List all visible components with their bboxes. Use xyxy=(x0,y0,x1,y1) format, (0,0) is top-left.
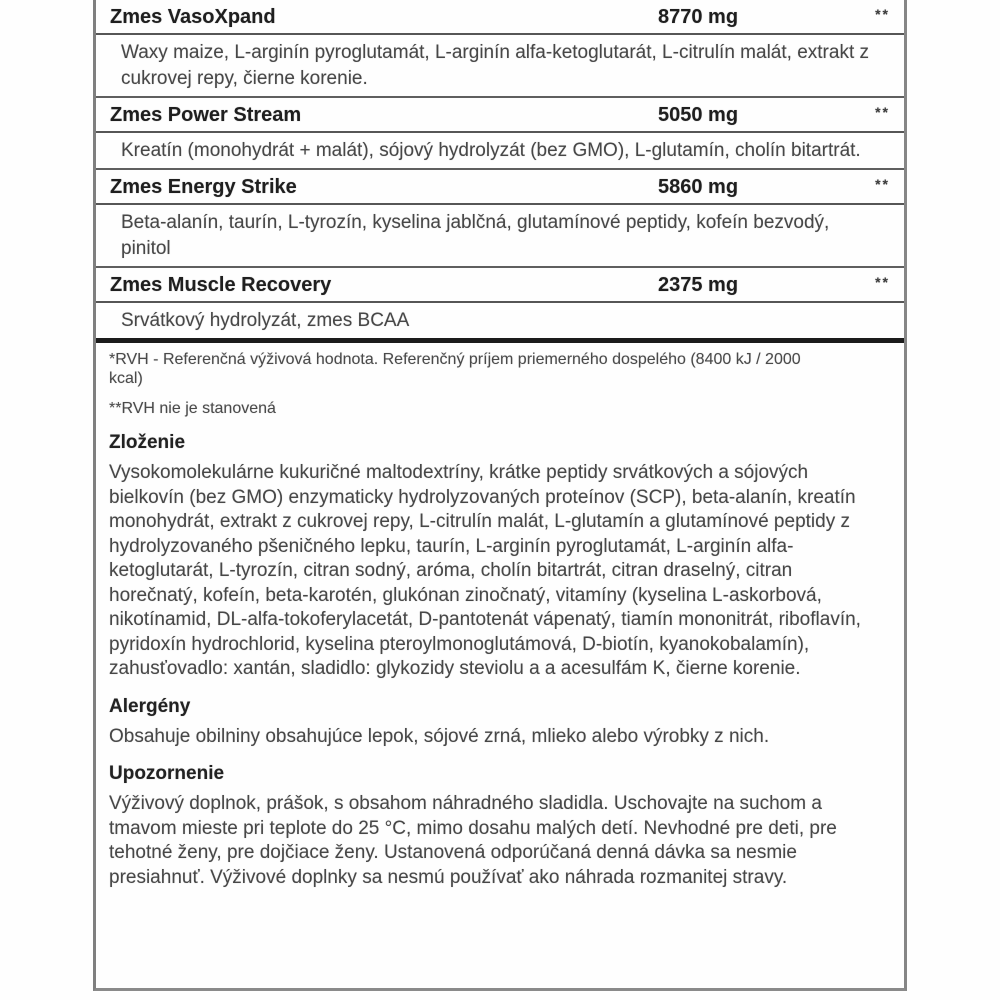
blend-name: Zmes Energy Strike xyxy=(110,176,297,198)
footnote-rvh-definition: *RVH - Referenčná výživová hodnota. Referenčný príjem priemerného dospelého (8400 kJ / 2000 kcal) xyxy=(109,351,801,387)
blend-ingredients-power-stream: Kreatín (monohydrát + malát), sójový hydrolyzát (bez GMO), L-glutamín, cholín bitartrát. xyxy=(96,133,904,170)
blend-ingredients-muscle-recovery: Srvátkový hydrolyzát, zmes BCAA xyxy=(121,310,410,331)
blend-name: Zmes Power Stream xyxy=(110,104,302,126)
blend-ingredients-energy-strike: Beta-alanín, taurín, L-tyrozín, kyselina jablčná, glutamínové peptidy, kofeín bezvodý, pinitol xyxy=(96,205,904,268)
section-body-allergens: Obsahuje obilniny obsahujúce lepok, sójové zrná, mlieko alebo výrobky z nich. xyxy=(109,725,770,747)
rvh-asterisks: ** xyxy=(875,274,890,290)
blend-row-muscle-recovery xyxy=(96,268,904,303)
rvh-asterisks: ** xyxy=(875,176,890,192)
section-heading-composition: Zloženie xyxy=(109,432,186,453)
footnote-rvh-not-established: **RVH nie je stanovená xyxy=(109,400,276,417)
blend-name: Zmes Muscle Recovery xyxy=(110,274,332,296)
section-body-warning: Výživový doplnok, prášok, s obsahom náhradného sladidla. Uschovajte na suchom a tmavom mieste pri teplote do 25 °C, mimo dosahu malých detí. Nevhodné pre deti, pre tehotné ženy, pre dojčiace ženy. Ustanovená odporúčaná denná dávka sa nesmie presiahnuť. Výživové doplnky sa nesmú používať ako náhrada rozmanitej stravy. xyxy=(109,793,837,888)
blend-row-vasoxpand xyxy=(96,0,904,35)
section-heading-allergens: Alergény xyxy=(109,695,191,717)
blend-amount: 5050 mg xyxy=(658,104,739,126)
blend-amount: 5860 mg xyxy=(658,176,739,198)
section-body-composition: Vysokomolekulárne kukuričné maltodextríny, krátke peptidy srvátkových a sójových bielkovín (bez GMO) enzymaticky hydrolyzovaných proteínov (SCP), beta-alanín, kreatín monohydrát, extrakt z cukrovej repy, L-citrulín malát, L-glutamín a glutamínové peptidy z hydrolyzovaného pšeničného lepku, taurín, L-arginín pyroglutamát, L-arginín alfa-ketoglutarát, L-tyrozín, citran sodný, aróma, cholín bitartrát, citran draselný, citran horečnatý, kofeín, beta-karotén, glukónan zinočnatý, vitamíny (kyselina L-askorbová, nikotínamid, DL-alfa-tokoferylacetát, D-pantotenát vápenatý, tiamín mononitrát, riboflavín, pyridoxín hydrochlorid, kyselina pteroylmonoglutámová, D-biotín, kyanokobalamín), zahusťovadlo: xantán, sladidlo: glykozidy steviolu a a acesulfám K, čierne korenie. xyxy=(109,462,861,679)
blend-amount: 8770 mg xyxy=(658,6,739,28)
blend-name: Zmes VasoXpand xyxy=(110,6,276,28)
rvh-asterisks: ** xyxy=(875,6,890,22)
blend-ingredients-vasoxpand: Waxy maize, L-arginín pyroglutamát, L-arginín alfa-ketoglutarát, L-citrulín malát, extrakt z cukrovej repy, čierne korenie. xyxy=(96,35,904,98)
supplement-facts-panel xyxy=(93,0,907,991)
rvh-asterisks: ** xyxy=(875,104,890,120)
blend-amount: 2375 mg xyxy=(658,274,739,296)
section-heading-warning: Upozornenie xyxy=(109,763,225,784)
blend-row-energy-strike xyxy=(96,170,904,205)
blend-row-power-stream xyxy=(96,98,904,133)
